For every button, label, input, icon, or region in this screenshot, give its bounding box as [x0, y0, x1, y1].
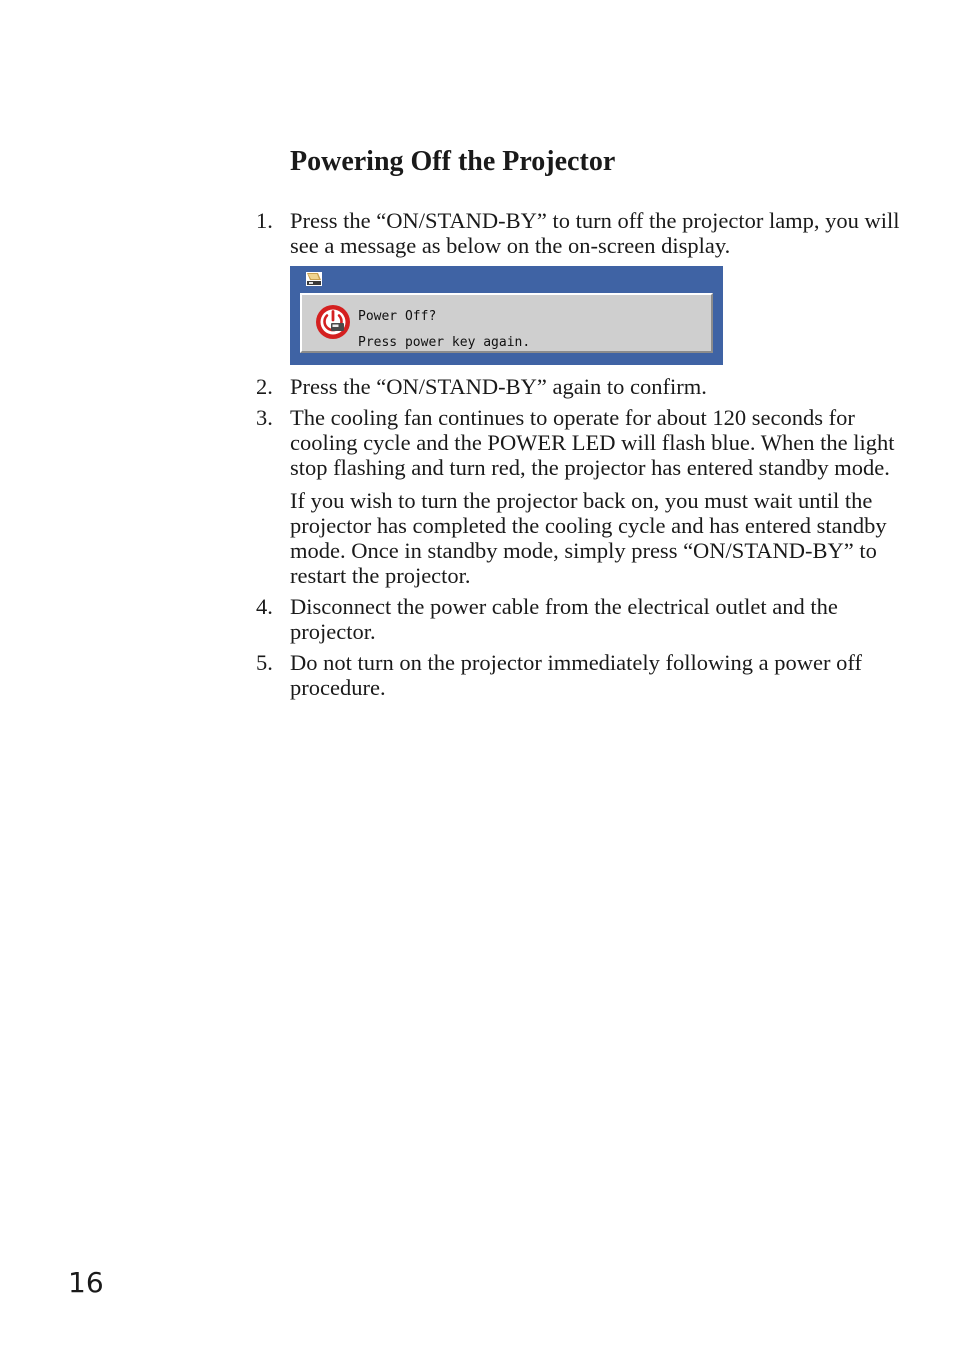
- step-note: If you wish to turn the projector back on, you must wait until the projector has completed the cooling cycle and has entered standby mode. Once in standby mode, simply press “ON/STAND-BY” to restart the projector.: [290, 488, 887, 588]
- step-text: Do not turn on the projector immediately following a power off procedure.: [290, 650, 862, 700]
- page-number: 16: [68, 1266, 104, 1299]
- step-number: 5.: [256, 650, 273, 675]
- osd-prompt-title: Power Off?: [358, 309, 437, 324]
- step-text: Disconnect the power cable from the electrical outlet and the projector.: [290, 594, 838, 644]
- step-number: 4.: [256, 594, 273, 619]
- projector-lamp-icon: [306, 272, 322, 286]
- step-5: [256, 650, 906, 700]
- step-1: [256, 208, 906, 365]
- osd-power-off-dialog: [290, 266, 723, 365]
- power-icon: [315, 304, 351, 340]
- osd-prompt-instruction: Press power key again.: [358, 335, 531, 350]
- step-number: 3.: [256, 405, 273, 430]
- step-2: [256, 374, 906, 399]
- steps-list: [256, 208, 906, 700]
- step-text: Press the “ON/STAND-BY” again to confirm.: [290, 374, 707, 399]
- step-3: [256, 405, 906, 588]
- step-4: [256, 594, 906, 644]
- step-number: 2.: [256, 374, 273, 399]
- section-title: Powering Off the Projector: [290, 146, 616, 177]
- osd-message-panel: [300, 293, 713, 353]
- step-number: 1.: [256, 208, 273, 233]
- step-text: Press the “ON/STAND-BY” to turn off the projector lamp, you will see a message as below on the on-screen display.: [290, 208, 900, 258]
- step-text: The cooling fan continues to operate for about 120 seconds for cooling cycle and the POWER LED will flash blue. When the light stop flashing and turn red, the projector has entered standby mode.: [290, 405, 895, 480]
